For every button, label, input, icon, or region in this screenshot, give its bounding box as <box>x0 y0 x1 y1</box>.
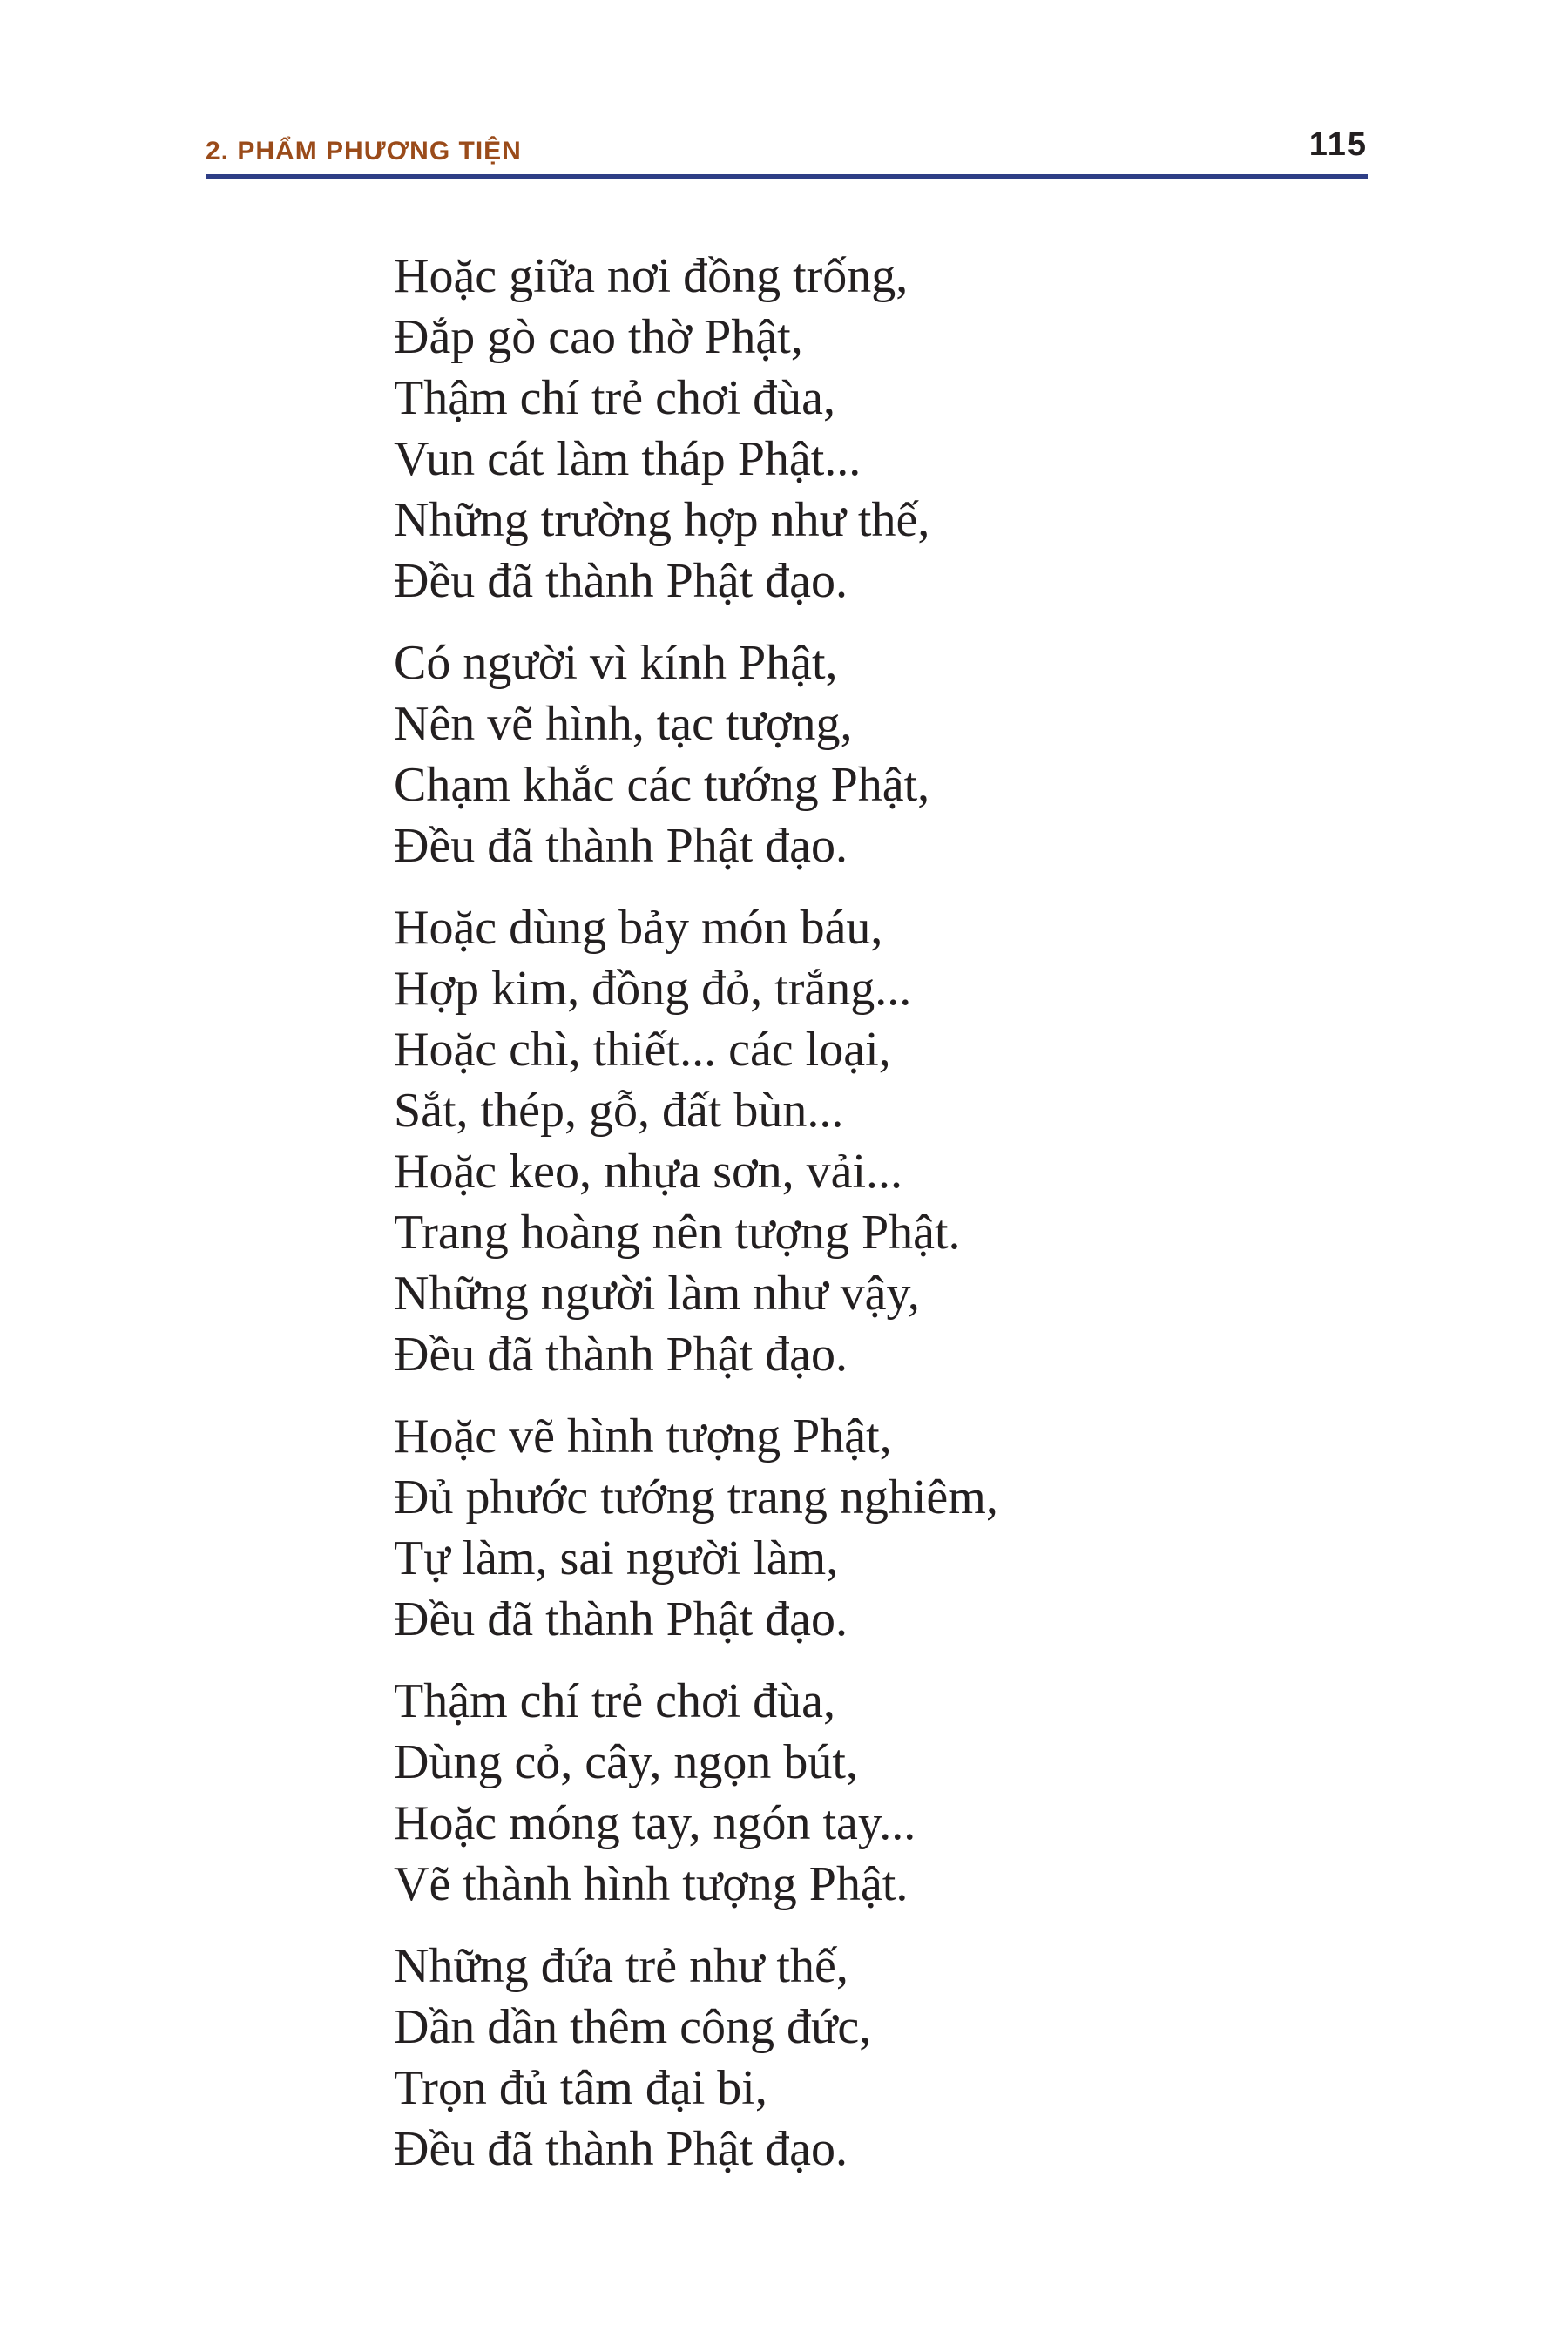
page-number: 115 <box>1308 126 1368 163</box>
verse-line: Hoặc vẽ hình tượng Phật, <box>394 1409 892 1463</box>
verse-line: Đều đã thành Phật đạo. <box>394 2122 848 2176</box>
verse-line: Vun cát làm tháp Phật... <box>394 432 862 486</box>
verse-line: Hoặc keo, nhựa sơn, vải... <box>394 1145 903 1199</box>
stanza-5 <box>394 1671 1352 1915</box>
verse-line: Những trường hợp như thế, <box>394 493 930 547</box>
verse-line: Có người vì kính Phật, <box>394 636 838 690</box>
verse-line: Đều đã thành Phật đạo. <box>394 554 848 608</box>
stanza-1 <box>394 246 1352 612</box>
verse-line: Hoặc chì, thiết... các loại, <box>394 1023 891 1077</box>
verse-line: Những đứa trẻ như thế, <box>394 1939 848 1993</box>
stanza-3 <box>394 897 1352 1385</box>
stanza-6 <box>394 1936 1352 2180</box>
verse-line: Thậm chí trẻ chơi đùa, <box>394 1674 835 1728</box>
stanza-2 <box>394 632 1352 876</box>
verse-line: Đắp gò cao thờ Phật, <box>394 310 803 364</box>
verse-line: Trọn đủ tâm đại bi, <box>394 2061 767 2115</box>
verse-line: Những người làm như vậy, <box>394 1267 920 1321</box>
verse-line: Hoặc móng tay, ngón tay... <box>394 1796 916 1850</box>
verse-line: Tự làm, sai người làm, <box>394 1531 839 1585</box>
verse-line: Hoặc dùng bảy món báu, <box>394 901 883 955</box>
verse-line: Hoặc giữa nơi đồng trống, <box>394 249 909 303</box>
verse-line: Dần dần thêm công đức, <box>394 2000 872 2054</box>
verse-line: Vẽ thành hình tượng Phật. <box>394 1857 909 1911</box>
stanza-4 <box>394 1406 1352 1650</box>
header-rule <box>206 174 1368 179</box>
verse-line: Thậm chí trẻ chơi đùa, <box>394 371 835 425</box>
chapter-title: 2. PHẨM PHƯƠNG TIỆN <box>206 137 522 166</box>
verse-line: Sắt, thép, gỗ, đất bùn... <box>394 1084 844 1138</box>
verse-line: Đều đã thành Phật đạo. <box>394 1328 848 1382</box>
verse-line: Chạm khắc các tướng Phật, <box>394 758 930 812</box>
running-header <box>206 126 1368 180</box>
poem-body <box>394 246 1352 2200</box>
verse-line: Nên vẽ hình, tạc tượng, <box>394 697 853 751</box>
verse-line: Đều đã thành Phật đạo. <box>394 1592 848 1646</box>
verse-line: Hợp kim, đồng đỏ, trắng... <box>394 962 912 1016</box>
verse-line: Trang hoàng nên tượng Phật. <box>394 1206 961 1260</box>
verse-line: Đủ phước tướng trang nghiêm, <box>394 1470 998 1524</box>
verse-line: Dùng cỏ, cây, ngọn bút, <box>394 1735 858 1789</box>
verse-line: Đều đã thành Phật đạo. <box>394 819 848 873</box>
